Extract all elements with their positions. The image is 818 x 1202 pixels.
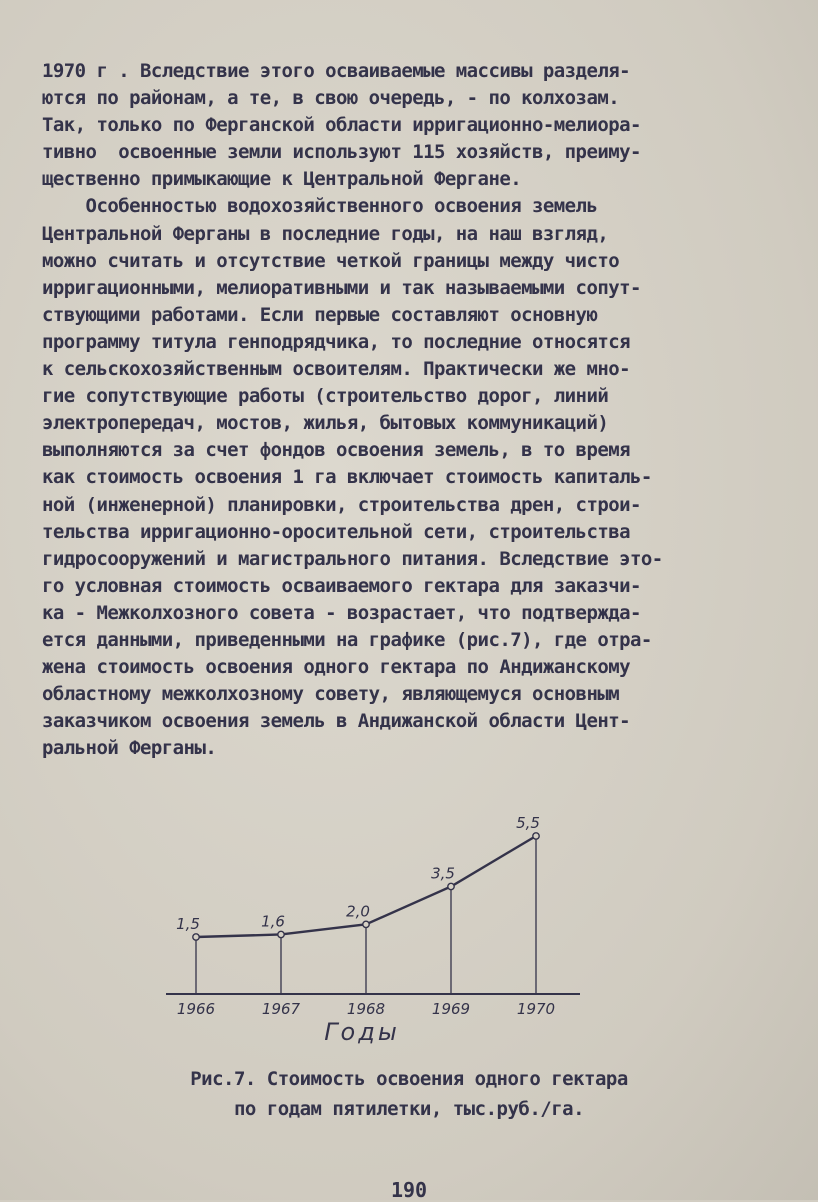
text-line: ка - Межколхозного совета - возрастает, что подтвержда- <box>42 601 641 624</box>
body-text <box>42 58 782 762</box>
data-point <box>193 934 199 940</box>
data-label: 1,5 <box>176 915 200 933</box>
data-label: 2,0 <box>346 902 370 921</box>
page-number: 190 <box>390 1178 428 1202</box>
figure-caption-line-1: Рис.7. Стоимость освоения одного гектара <box>190 1068 628 1090</box>
text-line: к сельскохозяйственным освоителям. Практически же мно- <box>42 358 631 381</box>
text-line: заказчиком освоения земель в Андижанской области Цент- <box>42 710 631 733</box>
tick-label: 1968 <box>346 1000 386 1018</box>
text-line: щественно примыкающие к Центральной Фергане. <box>42 168 522 191</box>
text-line: Так, только по Ферганской области ирригационно-мелиора- <box>42 114 641 137</box>
text-line: ствующими работами. Если первые составляют основную <box>42 303 598 326</box>
text-line: жена стоимость освоения одного гектара по Андижанскому <box>42 656 631 679</box>
x-axis-title: Годы <box>324 1018 400 1046</box>
figure-caption-line-2: по годам пятилетки, тыс.руб./га. <box>233 1098 585 1120</box>
text-line: электропередач, мостов, жилья, бытовых коммуникаций) <box>42 412 609 435</box>
text-line: выполняются за счет фондов освоения земель, в то время <box>42 439 631 462</box>
tick-label: 1970 <box>516 1000 556 1018</box>
text-line: гие сопутствующие работы (строительство дорог, линий <box>42 385 609 408</box>
text-line: ется данными, приведенными на графике (рис.7), где отра- <box>42 628 652 651</box>
text-line: Центральной Ферганы в последние годы, на наш взгляд, <box>42 222 609 245</box>
text-line: ной (инженерной) планировки, строительства дрен, строи- <box>42 493 641 516</box>
text-line: Особенностью водохозяйственного освоения земель <box>42 195 598 218</box>
tick-label: 1967 <box>261 1000 301 1018</box>
data-point <box>278 931 284 937</box>
cost-chart <box>150 800 590 1060</box>
data-label: 1,6 <box>261 912 285 931</box>
tick-label: 1966 <box>176 1000 216 1018</box>
data-point <box>448 883 454 889</box>
text-line: можно считать и отсутствие четкой границы между чисто <box>42 249 620 272</box>
data-label: 3,5 <box>431 864 455 883</box>
text-line: программу титула генподрядчика, то последние относятся <box>42 330 631 353</box>
text-line: как стоимость освоения 1 га включает стоимость капиталь- <box>42 466 652 489</box>
text-line: областному межколхозному совету, являющемуся основным <box>42 683 620 706</box>
text-line: тельства ирригационно-оросительной сети, строительства <box>42 520 631 543</box>
text-line: го условная стоимость осваиваемого гектара для заказчи- <box>42 574 641 597</box>
text-line: ются по районам, а те, в свою очередь, - по колхозам. <box>42 87 620 110</box>
text-line: 1970 г . Вследствие этого осваиваемые массивы разделя- <box>42 60 631 82</box>
text-line: ирригационными, мелиоративными и так называемыми сопут- <box>42 276 641 299</box>
tick-label: 1969 <box>431 1000 471 1018</box>
text-line: тивно освоенные земли используют 115 хозяйств, преиму- <box>42 141 641 164</box>
data-point <box>533 833 539 839</box>
text-line: ральной Ферганы. <box>42 737 217 760</box>
data-point <box>363 921 369 927</box>
text-line: гидросооружений и магистрального питания. Вследствие это- <box>42 547 663 570</box>
data-label: 5,5 <box>516 814 540 832</box>
